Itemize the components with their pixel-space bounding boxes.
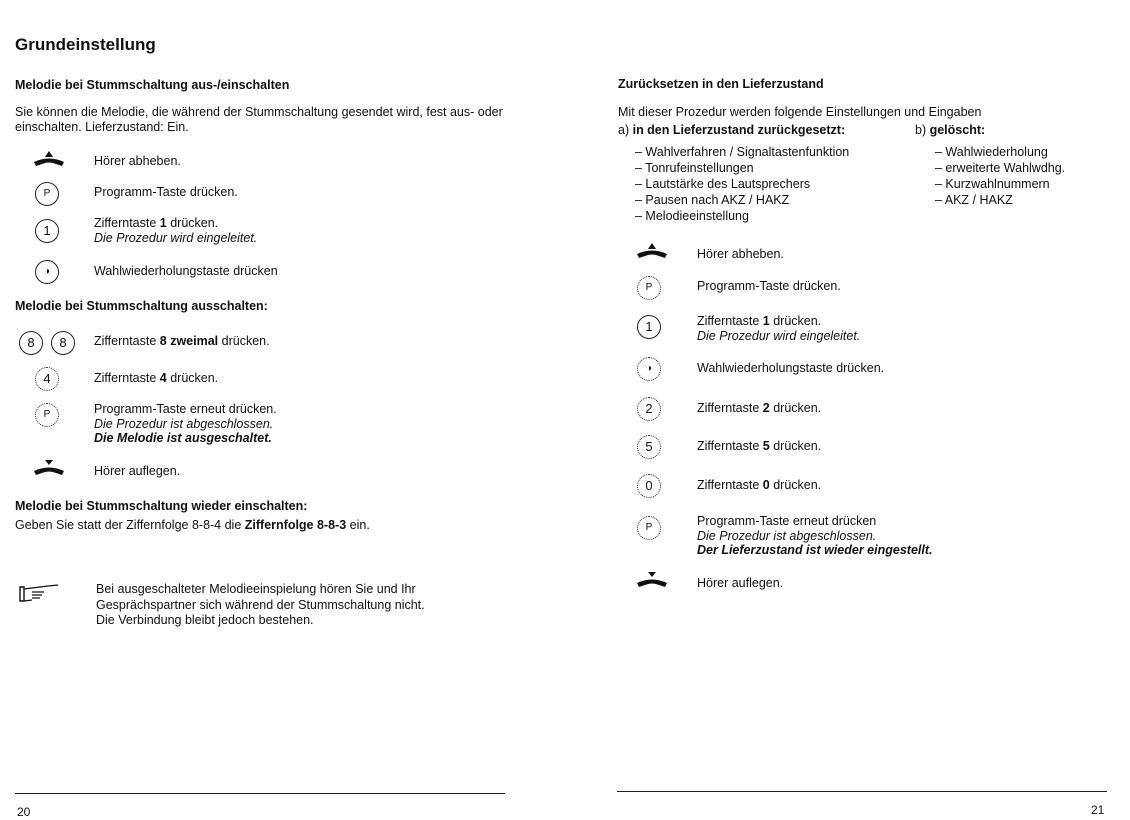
step-press-2: Zifferntaste 2 drücken. bbox=[697, 401, 822, 415]
list-item: – Kurzwahlnummern bbox=[935, 177, 1050, 191]
section-intro: Sie können die Melodie, die während der Stummschaltung gesendet wird, fest aus- oder einschalten. Lieferzustand: Ein. bbox=[15, 105, 503, 134]
step-lift-handset: Hörer abheben. bbox=[697, 247, 784, 261]
note-text: Bei ausgeschalteter Melodieeinspielung hören Sie und Ihr Gesprächspartner sich während der Stummschaltung nicht. Die Verbindung bleibt jedoch bestehen. bbox=[96, 582, 425, 627]
step-lift-handset: Hörer abheben. bbox=[94, 154, 181, 168]
list-item: – Wahlverfahren / Signaltastenfunktion bbox=[635, 145, 850, 159]
section-heading-mute-off: Melodie bei Stummschaltung ausschalten: bbox=[15, 299, 268, 313]
step-press-0: Zifferntaste 0 drücken. bbox=[697, 478, 822, 492]
right-page bbox=[565, 0, 1130, 820]
step-press-program-again: Programm-Taste erneut drücken Die Prozedur ist abgeschlossen. Der Lieferzustand ist wieder eingestellt. bbox=[697, 514, 933, 557]
list-item: – Lautstärke des Lautsprechers bbox=[635, 177, 811, 191]
redial-key-icon: ◑ bbox=[35, 260, 59, 284]
list-item: – erweiterte Wahlwdhg. bbox=[935, 161, 1066, 175]
step-press-program: Programm-Taste drücken. bbox=[697, 279, 841, 293]
handset-hangup-icon bbox=[635, 571, 669, 589]
page-number: 20 bbox=[17, 805, 31, 819]
step-press-1: Zifferntaste 1 drücken. Die Prozedur wird eingeleitet. bbox=[697, 314, 861, 343]
step-hang-up: Hörer auflegen. bbox=[94, 464, 181, 478]
p-key-icon: P bbox=[35, 182, 59, 206]
pointing-hand-icon bbox=[18, 583, 64, 605]
list-item: – AKZ / HAKZ bbox=[935, 193, 1013, 207]
page-number: 21 bbox=[1091, 803, 1105, 817]
digit-key-5-icon: 5 bbox=[637, 435, 661, 459]
digit-key-0-icon: 0 bbox=[637, 474, 661, 498]
p-key-icon: P bbox=[35, 403, 59, 427]
p-key-icon: P bbox=[637, 516, 661, 540]
step-press-1: Zifferntaste 1 drücken. Die Prozedur wird eingeleitet. bbox=[94, 216, 258, 245]
list-item: – Melodieeinstellung bbox=[635, 209, 749, 223]
col-a-list bbox=[635, 144, 849, 224]
handset-lift-icon bbox=[635, 242, 669, 260]
footer-rule bbox=[15, 793, 505, 794]
step-press-program-again: Programm-Taste erneut drücken. Die Prozedur ist abgeschlossen. Die Melodie ist ausgeschaltet. bbox=[94, 402, 277, 445]
digit-key-8-icon: 8 bbox=[19, 331, 43, 355]
col-b-list bbox=[935, 144, 1065, 208]
section-heading-reset: Zurücksetzen in den Lieferzustand bbox=[618, 77, 824, 91]
step-press-program: Programm-Taste drücken. bbox=[94, 185, 238, 199]
step-note: Die Prozedur wird eingeleitet. bbox=[94, 230, 258, 245]
step-press-4: Zifferntaste 4 drücken. bbox=[94, 371, 219, 385]
digit-key-8-icon: 8 bbox=[51, 331, 75, 355]
col-b-label: b) gelöscht: bbox=[915, 123, 986, 137]
page-title: Grundeinstellung bbox=[15, 35, 156, 54]
list-item: – Wahlwiederholung bbox=[935, 145, 1048, 159]
digit-key-1-icon: 1 bbox=[35, 219, 59, 243]
digit-key-2-icon: 2 bbox=[637, 397, 661, 421]
section-text: Geben Sie statt der Ziffernfolge 8-8-4 die Ziffernfolge 8-8-3 ein. bbox=[15, 518, 370, 532]
step-hang-up: Hörer auflegen. bbox=[697, 576, 784, 590]
list-item: – Pausen nach AKZ / HAKZ bbox=[635, 193, 790, 207]
handset-lift-icon bbox=[32, 150, 66, 168]
section-heading-mute-on: Melodie bei Stummschaltung wieder einschalten: bbox=[15, 499, 308, 513]
p-key-icon: P bbox=[637, 276, 661, 300]
step-press-redial: Wahlwiederholungstaste drücken. bbox=[697, 361, 885, 375]
digit-key-4-icon: 4 bbox=[35, 367, 59, 391]
section-heading-mute-melody: Melodie bei Stummschaltung aus-/einschalten bbox=[15, 78, 290, 92]
handset-hangup-icon bbox=[32, 459, 66, 477]
reset-intro: Mit dieser Prozedur werden folgende Einstellungen und Eingaben bbox=[618, 105, 982, 119]
step-press-redial: Wahlwiederholungstaste drücken bbox=[94, 264, 278, 278]
list-item: – Tonrufeinstellungen bbox=[635, 161, 754, 175]
digit-key-1-icon: 1 bbox=[637, 315, 661, 339]
step-press-5: Zifferntaste 5 drücken. bbox=[697, 439, 822, 453]
step-press-8-twice: Zifferntaste 8 zweimal drücken. bbox=[94, 334, 270, 348]
footer-rule bbox=[617, 791, 1107, 792]
redial-key-icon: ◑ bbox=[637, 357, 661, 381]
col-a-label: a) in den Lieferzustand zurückgesetzt: bbox=[618, 123, 846, 137]
